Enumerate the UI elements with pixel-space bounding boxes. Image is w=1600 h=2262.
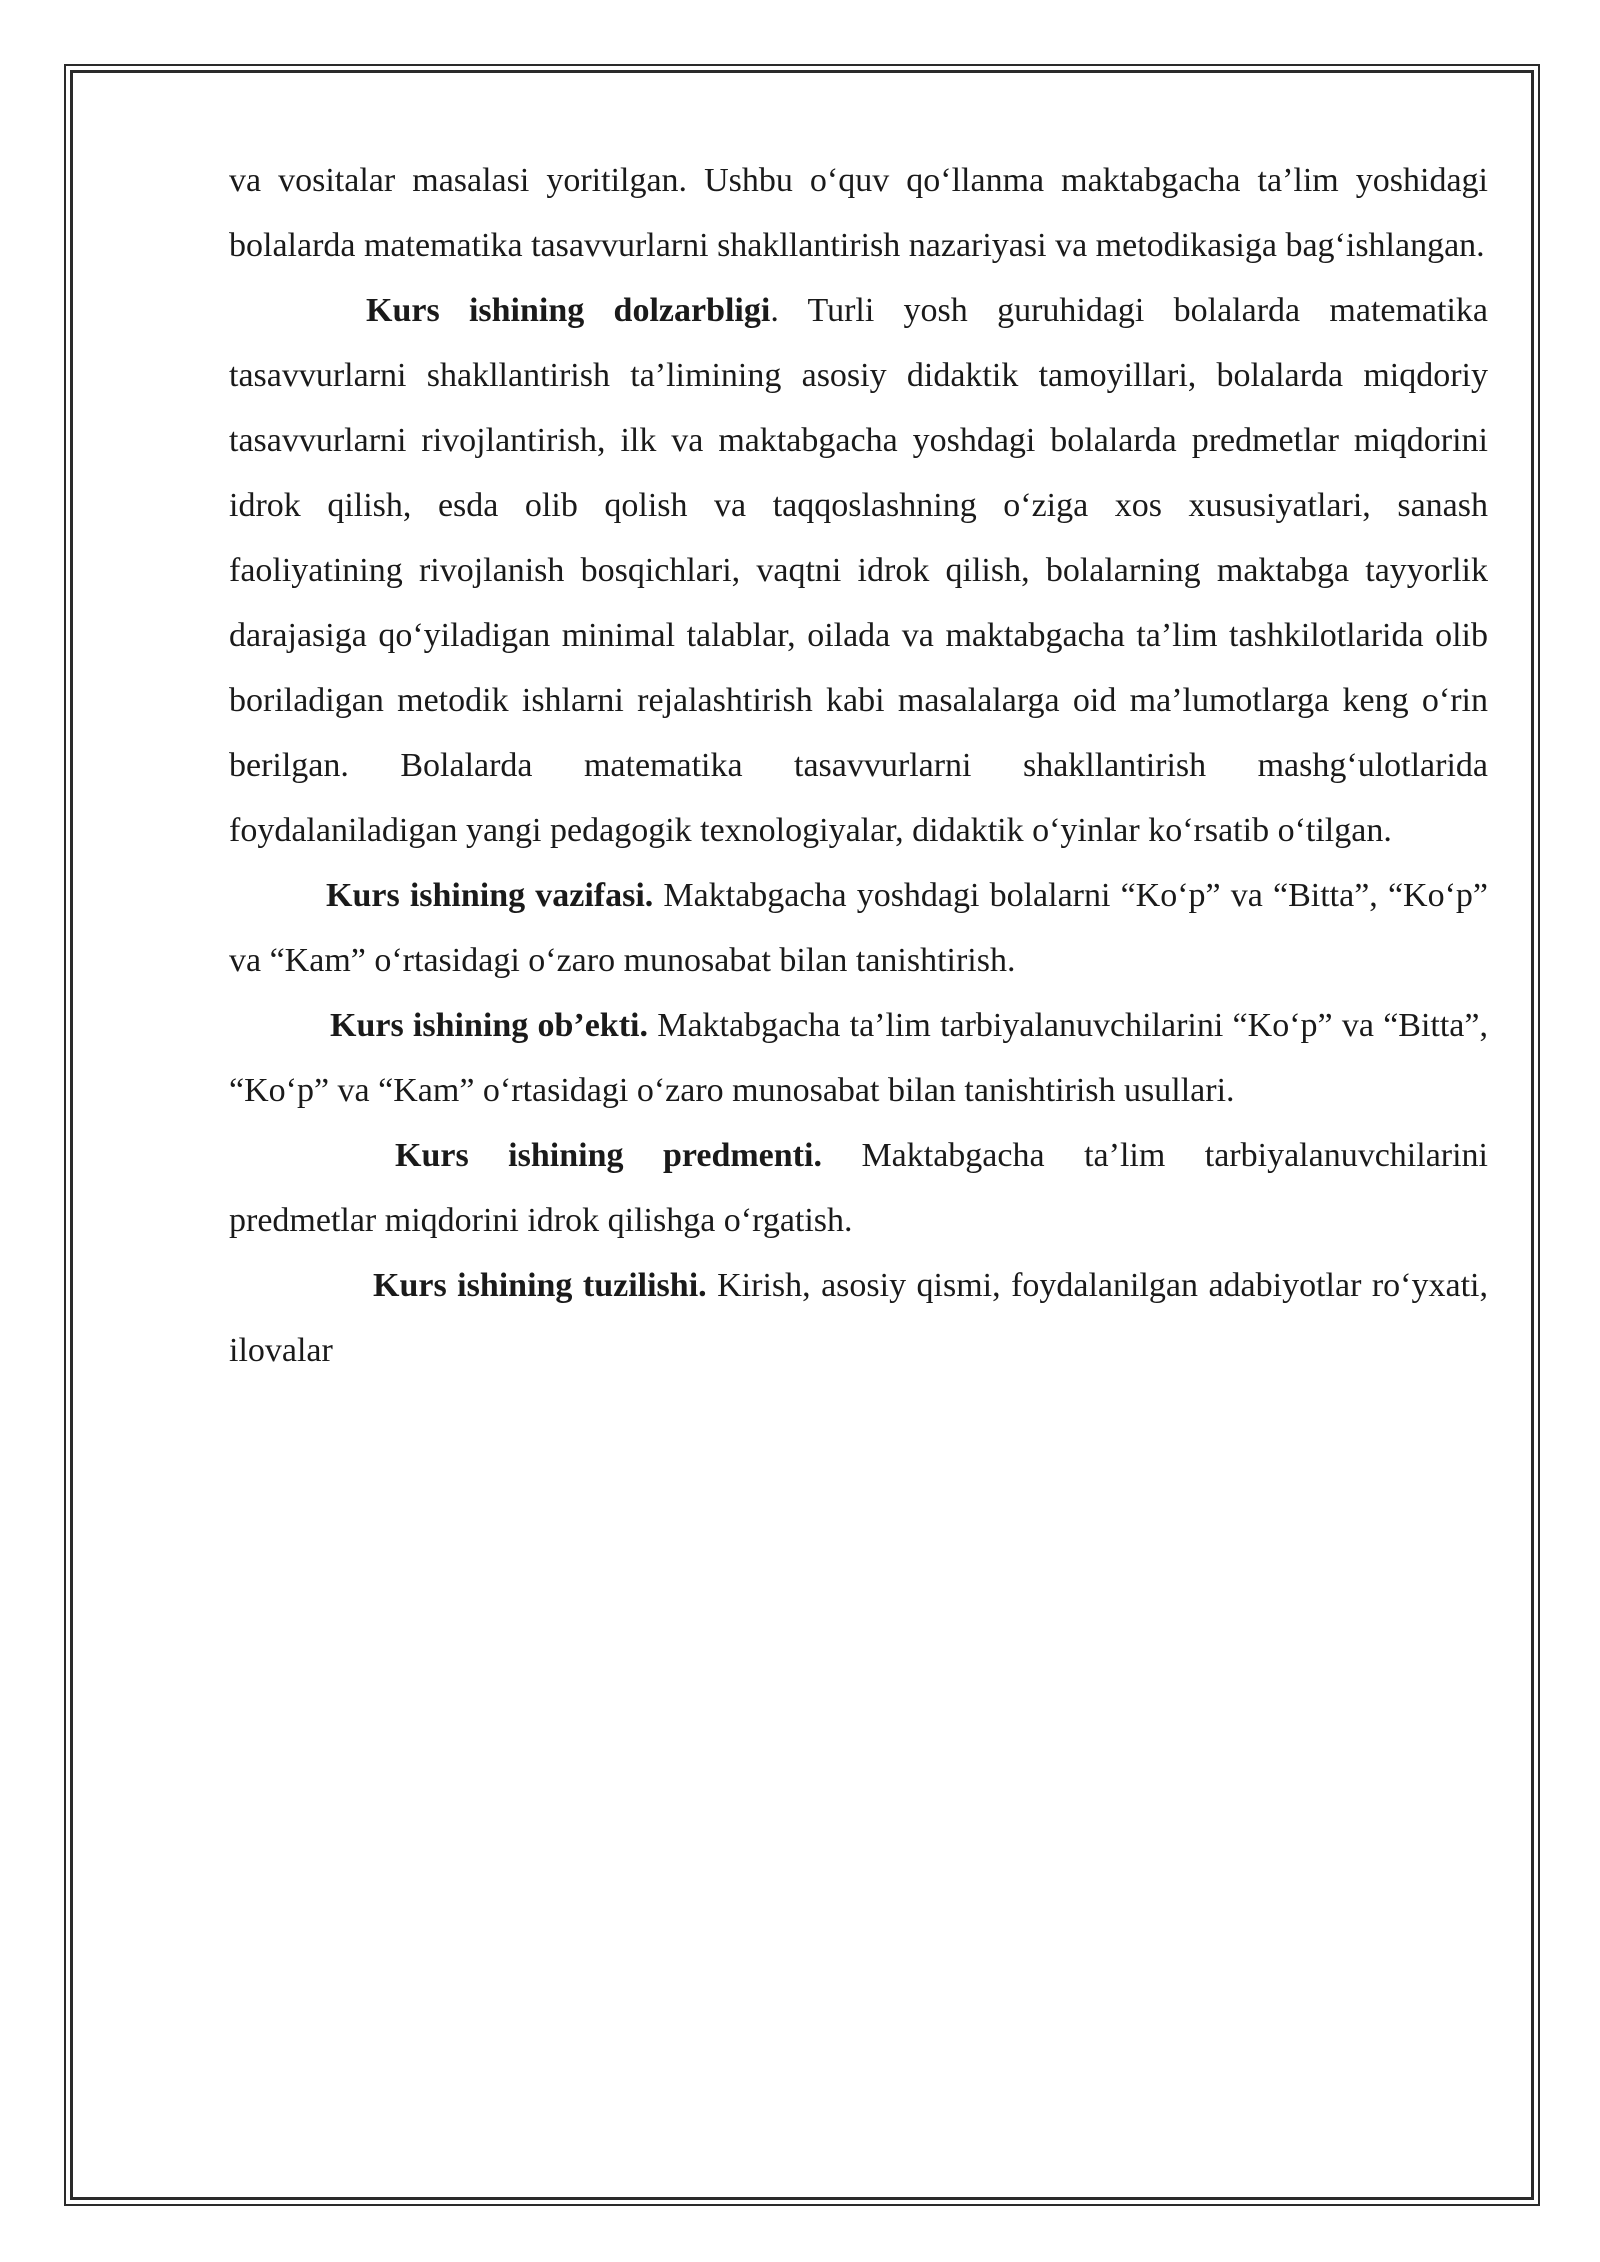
paragraph-intro-continuation [229,148,1488,278]
paragraph-text: . Turli yosh guruhidagi bolalarda matematika tasavvurlarni shakllantirish ta’limining asosiy didaktik tamoyillari, bolalarda miqdoriy tasavvurlarni rivojlantirish, ilk va maktabgacha yoshdagi bolalarda predmetlar miqdorini idrok qilish, esda olib qolish va taqqoslashning o‘ziga xos xususiyatlari, sanash faoliyatining rivojlanish bosqichlari, vaqtni idrok qilish, bolalarning maktabga tayyorlik darajasiga qo‘yiladigan minimal talablar, oilada va maktabgacha ta’lim tashkilotlarida olib boriladigan metodik ishlarni rejalashtirish kabi masalalarga oid ma’lumotlarga keng o‘rin berilgan. Bolalarda matematika tasavvurlarni shakllantirish mashg‘ulotlarida foydalaniladigan yangi pedagogik texnologiyalar, didaktik o‘yinlar ko‘rsatib o‘tilgan. [229,292,1489,849]
paragraph-text: Maktabgacha yoshdagi bolalarni “Ko‘p” va “Bitta”, “Ko‘p” va “Kam” o‘rtasidagi o‘zaro munosabat bilan tanishtirish. [229,877,1488,979]
paragraph-text: va vositalar masalasi yoritilgan. Ushbu o‘quv qo‘llanma maktabgacha ta’lim yoshidagi bolalarda matematika tasavvurlarni shakllantirish nazariyasi va metodikasiga bag‘ishlangan. [229,162,1488,264]
paragraph-heading: Kurs ishining predmenti. [395,1137,822,1174]
paragraph-dolzarbligi [229,278,1488,863]
paragraph-obekti [229,993,1488,1123]
paragraph-tuzilishi [229,1253,1488,1383]
paragraph-heading: Kurs ishining dolzarbligi [366,292,771,329]
document-body [229,148,1488,1383]
paragraph-text: Maktabgacha ta’lim tarbiyalanuvchilarini predmetlar miqdorini idrok qilishga o‘rgatish. [229,1137,1488,1239]
paragraph-heading: Kurs ishining tuzilishi. [373,1267,707,1304]
paragraph-heading: Kurs ishining vazifasi. [326,877,654,914]
paragraph-text: Kirish, asosiy qismi, foydalanilgan adabiyotlar ro‘yxati, ilovalar [229,1267,1488,1369]
paragraph-vazifasi [229,863,1488,993]
paragraph-predmenti [229,1123,1488,1253]
paragraph-text: Maktabgacha ta’lim tarbiyalanuvchilarini “Ko‘p” va “Bitta”, “Ko‘p” va “Kam” o‘rtasidagi o‘zaro munosabat bilan tanishtirish usullari. [229,1007,1488,1109]
paragraph-heading: Kurs ishining ob’ekti. [330,1007,648,1044]
